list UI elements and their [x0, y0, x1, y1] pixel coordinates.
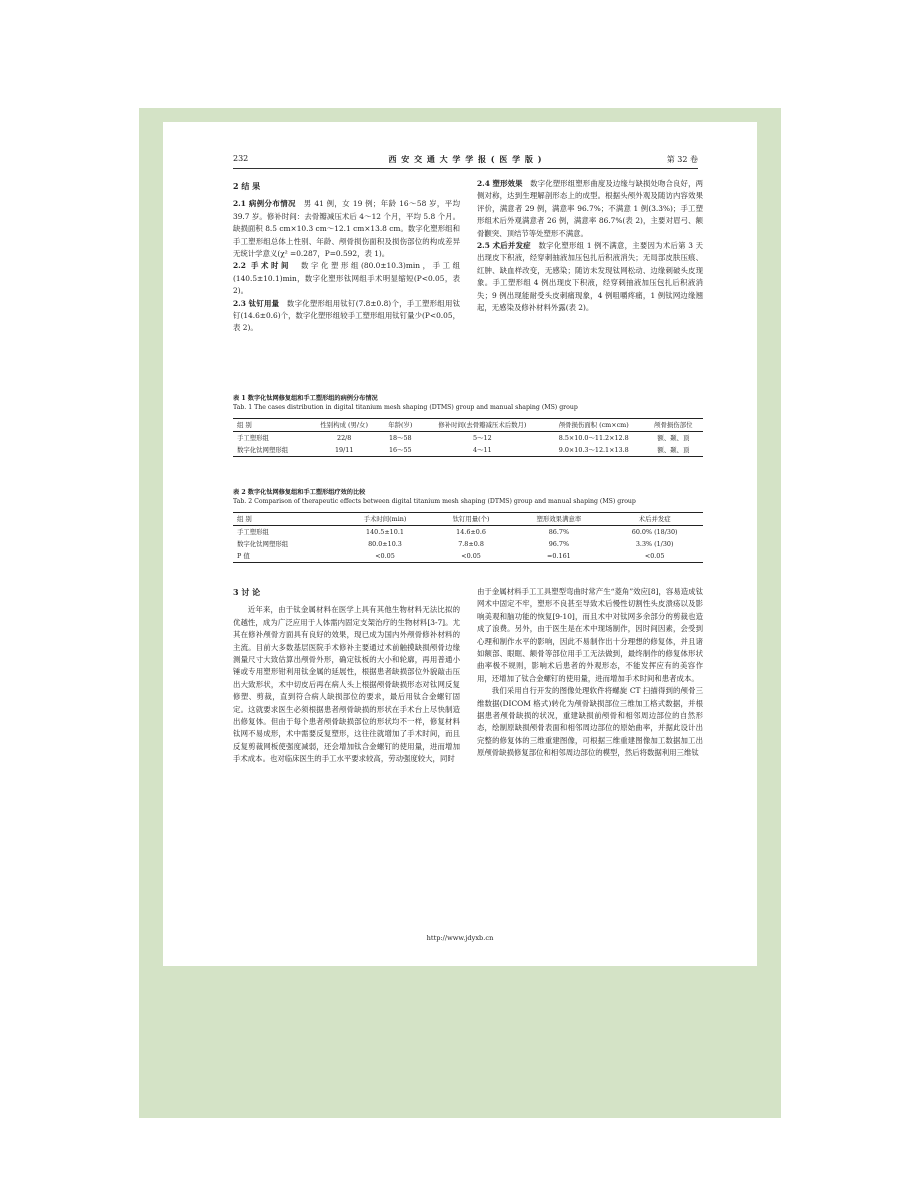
t2-cell: <0.05 — [375, 552, 395, 560]
t2-cell: <0.05 — [644, 552, 665, 560]
table-1-caption-en: Tab. 1 The cases distribution in digital titanium mesh shaping (DTMS) group and manual shaping (MS) group — [233, 404, 578, 411]
t2-cell: 7.8±0.8 — [458, 540, 484, 548]
t1-header-defect-area: 颅骨损伤面积 (cm×cm) — [558, 421, 629, 429]
t1-cell: 8.5×10.0～11.2×12.8 — [558, 434, 629, 442]
t1-cell: 5～12 — [473, 434, 492, 442]
section-2-4-title: 2.4 塑形效果 — [477, 179, 523, 188]
t2-cell: 60.0% (18/30) — [631, 528, 678, 536]
t1-cell: 19/11 — [334, 446, 354, 454]
section-2-3 — [233, 298, 460, 335]
discussion-paragraph-1: 近年来，由于钛金属材料在医学上具有其他生物材料无法比拟的优越性，成为广泛应用于人体需内固定支架治疗的生物材料[3-7]。尤其在修补颅骨方面具有良好的效果，现已成为国内外颅骨修补材料的主流。目前大多数基层医院手术修补主要通过术前触摸缺损颅骨边缘测量尺寸大致估算出颅骨外形，确定钛板的大小和轮廓，再用普通小锤或专用塑形钳利用钛金属的延展性，根据患者缺损部位外貌敲击压出大致形状，术中切皮后再在病人头上根据颅骨缺损形态对钛网反复修塑、剪裁，直到符合病人缺损部位的要求，最后用钛合金螺钉固定。这就要求医生必须根据患者颅骨缺损的形状在手术台上尽快制造出修复体。但由于每个患者颅骨缺损部位的形状均不一样，修复材料钛网不易成形，术中需要反复塑形，这往往就增加了手术时间，而且反复剪裁网板使强度减弱，还会增加钛合金螺钉的使用量，进而增加手术成本。也对临床医生的手工水平要求较高，劳动强度较大，同时 — [233, 605, 460, 764]
t1-cell: 手工塑形组 — [237, 434, 269, 442]
table-2 — [233, 512, 703, 563]
table-row — [233, 526, 703, 539]
t2-cell: 手工塑形组 — [237, 528, 269, 536]
t1-header-repair-time: 修补时间(去骨瓣减压术后数月) — [438, 421, 527, 429]
table-1-caption — [233, 394, 713, 412]
t1-cell: 18～58 — [388, 434, 412, 442]
t2-cell: 数字化钛网塑形组 — [237, 540, 289, 548]
t2-header-op-time: 手术时间(min) — [363, 515, 407, 523]
t2-cell: 14.6±0.6 — [456, 528, 486, 536]
section-3-heading: 3 讨 论 — [233, 587, 261, 597]
section-2-2 — [233, 260, 460, 297]
t2-cell: 80.0±10.3 — [368, 540, 402, 548]
volume-label: 第 32 卷 — [666, 155, 698, 164]
t1-header-age: 年龄(岁) — [388, 421, 413, 429]
section-2-2-text: 数字化塑形组(80.0±10.3)min，手工组(140.5±10.1)min，数字化塑形钛网组手术明显缩短(P<0.05，表 2)。 — [233, 261, 460, 296]
t2-cell: 140.5±10.1 — [366, 528, 404, 536]
section-2-4 — [477, 178, 703, 240]
page-frame — [139, 108, 781, 1118]
results-left-column — [233, 180, 460, 335]
results-right-column — [477, 178, 703, 314]
t1-cell: 额、颞、顶 — [657, 446, 690, 454]
t1-header-group: 组 别 — [237, 421, 252, 429]
table-row — [233, 444, 703, 457]
section-2-5 — [477, 240, 703, 314]
t1-cell: 16～55 — [388, 446, 412, 454]
table-2-caption-en: Tab. 2 Comparison of therapeutic effects between digital titanium mesh shaping (DTMS) group and manual shaping (MS) group — [233, 498, 636, 505]
t1-cell: 数字化钛网塑形组 — [237, 446, 289, 454]
discussion-paragraph-3: 我们采用自行开发的图像处理软件将螺旋 CT 扫描得到的颅骨三维数据(DICOM 格式)转化为颅骨缺损部位三维加工格式数据，并根据患者颅骨缺损的状况，重建缺损前颅骨和相邻周边部位的自然形态，绘制原缺损颅骨表面和相邻周边部位的原始曲率，并据此设计出完整的修复体的三维重建图像，可根据三维重建图像加工数据加工出原颅骨缺损修复部位和相邻周边部位的模型，然后将数据利用三维钛 — [477, 686, 703, 758]
table-1-header-row — [233, 419, 703, 432]
t1-cell: 额、颞、顶 — [657, 434, 690, 442]
t2-header-satisfaction: 塑形效果满意率 — [536, 515, 582, 523]
table-row — [233, 550, 703, 563]
discussion-right-column — [477, 586, 703, 760]
journal-title: 西 安 交 通 大 学 学 报 ( 医 学 版 ) — [388, 154, 543, 164]
running-header — [233, 150, 698, 169]
table-2-caption-zh: 表 2 数字化钛网修复组和手工塑形组疗效的比较 — [233, 489, 366, 496]
section-2-4-text: 数字化塑形组塑形曲度及边缘与缺损处吻合良好，两侧对称，达到生理解剖形态上的成型。根据头颅外观及随访内容效果评价，满意者 29 例，满意率 96.7%；不满意 1 例(3.3%)；手工塑形组术后外观满意者 26 例，满意率 86.7%(表 2)，主要对眉弓、额骨颧突、顶结节等处塑形不满意。 — [477, 179, 703, 238]
t1-cell: 22/8 — [337, 434, 352, 442]
t2-header-group: 组 别 — [237, 515, 252, 523]
t2-cell: 3.3% (1/30) — [635, 540, 674, 548]
discussion-left-column — [233, 586, 460, 766]
t2-cell: =0.161 — [547, 552, 571, 560]
table-row — [233, 432, 703, 445]
section-2-1-title: 2.1 病例分布情况 — [233, 199, 296, 209]
section-2-5-title: 2.5 术后并发症 — [477, 241, 531, 251]
t2-cell: P 值 — [237, 552, 250, 560]
t2-header-complications: 术后并发症 — [638, 515, 671, 523]
t1-cell: 9.0×10.3～12.1×13.8 — [558, 446, 629, 454]
table-1 — [233, 418, 703, 457]
t2-cell: <0.05 — [461, 552, 481, 560]
page-number: 232 — [233, 154, 249, 163]
section-2-heading: 2 结 果 — [233, 181, 261, 191]
footer-url: http://www.jdyxb.cn — [426, 934, 494, 942]
section-2-2-title: 2.2 手术时间 — [233, 261, 292, 271]
table-1-caption-zh: 表 1 数字化钛网修复组和手工塑形组的病例分布情况 — [233, 395, 378, 402]
table-row — [233, 538, 703, 550]
t2-header-screws: 钛钉用量(个) — [452, 515, 490, 523]
section-2-1 — [233, 198, 460, 260]
t1-cell: 4～11 — [473, 446, 492, 454]
journal-page — [163, 122, 757, 966]
table-2-header-row — [233, 513, 703, 526]
section-2-1-text: 男 41 例，女 19 例；年龄 16～58 岁，平均 39.7 岁。修补时间：去骨瓣减压术后 4～12 个月，平均 5.8 个月。缺损面积 8.5 cm×10.3 cm～12.1 cm×13.8 cm。数字化塑形组和手工塑形组总体上性别、年龄、颅骨损伤面积及损伤部位的构成差异无统计学意义(χ² =0.287，P=0.592，表 1)。 — [233, 199, 460, 259]
t2-cell: 96.7% — [548, 540, 570, 548]
section-2-5-text: 数字化塑形组 1 例不满意，主要因为术后第 3 天出现皮下积液，经穿刺抽液加压包扎后积液消失；无局部皮肤压痕、红肿、缺血样改变，无感染；随访未发现钛网松动、边缘刺破头皮现象。手工塑形组 4 例出现皮下积液，经穿刺抽液加压包扎后积液消失；9 例出现能耐受头皮刺痛现象，4 例咀嚼疼痛，1 例钛网边缘翘起，无感染及修补材料外露(表 2)。 — [477, 241, 703, 313]
t2-cell: 86.7% — [548, 528, 570, 536]
section-2-3-title: 2.3 钛钉用量 — [233, 298, 280, 308]
table-2-caption — [233, 488, 713, 506]
section-2-3-text: 数字化塑形组用钛钉(7.8±0.8)个，手工塑形组用钛钉(14.6±0.6)个，数字化塑形组较手工塑形组用钛钉量少(P<0.05，表 2)。 — [233, 298, 460, 333]
t1-header-sex: 性别构成 (男/女) — [320, 421, 368, 429]
discussion-paragraph-2: 由于金属材料手工工具塑型弯曲时常产生“菱角”效应[8]，容易造成钛网术中固定不牢，塑形不良甚至导致术后慢性切割性头皮溃疡以及影响美观和脑功能的恢复[9-10]，而且术中对钛网多余部分的剪裁也造成了浪费。另外，由于医生是在术中现场制作，因时间因素，会受到心理和制作水平的影响，因此不易制作出十分理想的修复体，并且诸如额部、眼眶、额骨等部位用手工无法做到，最终制作的修复体形状曲率极不规则，影响术后患者的外观形态，不能发挥应有的美容作用，还增加了钛合金螺钉的使用量，进而增加手术时间和患者成本。 — [477, 587, 703, 683]
t1-header-defect-site: 颅骨损伤部位 — [654, 421, 693, 429]
